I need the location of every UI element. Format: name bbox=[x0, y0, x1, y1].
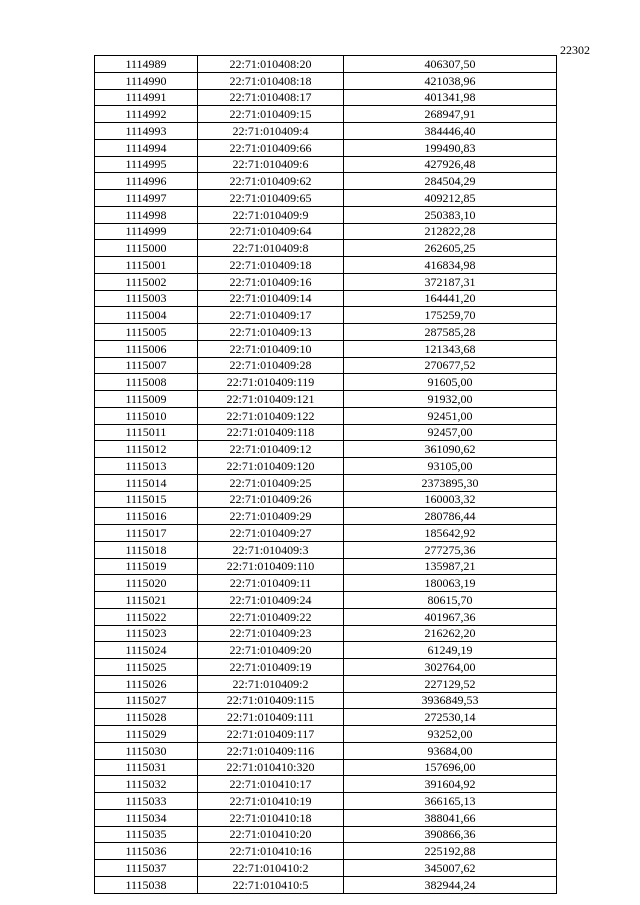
value-cell: 164441,20 bbox=[344, 290, 557, 307]
value-cell: 382944,24 bbox=[344, 876, 557, 893]
cadastral-number-cell: 22:71:010410:320 bbox=[198, 759, 344, 776]
table-row bbox=[95, 742, 557, 759]
cadastral-number-cell: 22:71:010409:20 bbox=[198, 642, 344, 659]
cadastral-number-cell: 22:71:010409:14 bbox=[198, 290, 344, 307]
table-row bbox=[95, 759, 557, 776]
value-cell: 401967,36 bbox=[344, 608, 557, 625]
record-number-cell: 1115015 bbox=[95, 491, 198, 508]
table-row bbox=[95, 843, 557, 860]
cadastral-number-cell: 22:71:010409:23 bbox=[198, 625, 344, 642]
page-number: 22302 bbox=[560, 43, 590, 57]
cadastral-number-cell: 22:71:010409:10 bbox=[198, 340, 344, 357]
cadastral-number-cell: 22:71:010410:2 bbox=[198, 860, 344, 877]
record-number-cell: 1115029 bbox=[95, 726, 198, 743]
value-cell: 160003,32 bbox=[344, 491, 557, 508]
record-number-cell: 1115010 bbox=[95, 407, 198, 424]
value-cell: 280786,44 bbox=[344, 508, 557, 525]
value-cell: 91932,00 bbox=[344, 391, 557, 408]
cadastral-number-cell: 22:71:010409:65 bbox=[198, 190, 344, 207]
record-number-cell: 1115026 bbox=[95, 675, 198, 692]
value-cell: 287585,28 bbox=[344, 324, 557, 341]
table-row bbox=[95, 675, 557, 692]
table-row bbox=[95, 123, 557, 140]
table-row bbox=[95, 324, 557, 341]
value-cell: 227129,52 bbox=[344, 675, 557, 692]
table-row bbox=[95, 776, 557, 793]
value-cell: 384446,40 bbox=[344, 123, 557, 140]
value-cell: 3936849,53 bbox=[344, 692, 557, 709]
table-row bbox=[95, 357, 557, 374]
table-row bbox=[95, 72, 557, 89]
value-cell: 421038,96 bbox=[344, 72, 557, 89]
cadastral-number-cell: 22:71:010409:4 bbox=[198, 123, 344, 140]
record-number-cell: 1114997 bbox=[95, 190, 198, 207]
registry-table bbox=[94, 55, 557, 894]
value-cell: 401341,98 bbox=[344, 89, 557, 106]
value-cell: 121343,68 bbox=[344, 340, 557, 357]
value-cell: 91605,00 bbox=[344, 374, 557, 391]
table-row bbox=[95, 541, 557, 558]
table-row bbox=[95, 575, 557, 592]
cadastral-number-cell: 22:71:010409:11 bbox=[198, 575, 344, 592]
cadastral-number-cell: 22:71:010409:115 bbox=[198, 692, 344, 709]
value-cell: 157696,00 bbox=[344, 759, 557, 776]
table-row bbox=[95, 223, 557, 240]
cadastral-number-cell: 22:71:010409:6 bbox=[198, 156, 344, 173]
record-number-cell: 1115038 bbox=[95, 876, 198, 893]
record-number-cell: 1114992 bbox=[95, 106, 198, 123]
value-cell: 427926,48 bbox=[344, 156, 557, 173]
table-row bbox=[95, 273, 557, 290]
table-row bbox=[95, 458, 557, 475]
value-cell: 372187,31 bbox=[344, 273, 557, 290]
record-number-cell: 1115018 bbox=[95, 541, 198, 558]
record-number-cell: 1115025 bbox=[95, 659, 198, 676]
record-number-cell: 1115013 bbox=[95, 458, 198, 475]
table-row bbox=[95, 592, 557, 609]
cadastral-number-cell: 22:71:010409:17 bbox=[198, 307, 344, 324]
cadastral-number-cell: 22:71:010410:5 bbox=[198, 876, 344, 893]
value-cell: 212822,28 bbox=[344, 223, 557, 240]
cadastral-number-cell: 22:71:010409:64 bbox=[198, 223, 344, 240]
table-row bbox=[95, 642, 557, 659]
table-row bbox=[95, 876, 557, 893]
record-number-cell: 1115024 bbox=[95, 642, 198, 659]
value-cell: 2373895,30 bbox=[344, 474, 557, 491]
cadastral-number-cell: 22:71:010409:8 bbox=[198, 240, 344, 257]
table-row bbox=[95, 206, 557, 223]
cadastral-number-cell: 22:71:010410:20 bbox=[198, 826, 344, 843]
cadastral-number-cell: 22:71:010409:9 bbox=[198, 206, 344, 223]
cadastral-number-cell: 22:71:010409:111 bbox=[198, 709, 344, 726]
cadastral-number-cell: 22:71:010409:24 bbox=[198, 592, 344, 609]
table-row bbox=[95, 659, 557, 676]
cadastral-number-cell: 22:71:010409:66 bbox=[198, 139, 344, 156]
cadastral-number-cell: 22:71:010409:110 bbox=[198, 558, 344, 575]
cadastral-number-cell: 22:71:010409:117 bbox=[198, 726, 344, 743]
registry-table-body bbox=[95, 56, 557, 894]
value-cell: 390866,36 bbox=[344, 826, 557, 843]
record-number-cell: 1114990 bbox=[95, 72, 198, 89]
cadastral-number-cell: 22:71:010410:17 bbox=[198, 776, 344, 793]
value-cell: 345007,62 bbox=[344, 860, 557, 877]
value-cell: 277275,36 bbox=[344, 541, 557, 558]
record-number-cell: 1115023 bbox=[95, 625, 198, 642]
record-number-cell: 1115007 bbox=[95, 357, 198, 374]
table-row bbox=[95, 508, 557, 525]
value-cell: 284504,29 bbox=[344, 173, 557, 190]
record-number-cell: 1114996 bbox=[95, 173, 198, 190]
cadastral-number-cell: 22:71:010409:119 bbox=[198, 374, 344, 391]
value-cell: 262605,25 bbox=[344, 240, 557, 257]
table-row bbox=[95, 240, 557, 257]
value-cell: 135987,21 bbox=[344, 558, 557, 575]
cadastral-number-cell: 22:71:010409:3 bbox=[198, 541, 344, 558]
value-cell: 199490,83 bbox=[344, 139, 557, 156]
table-row bbox=[95, 173, 557, 190]
value-cell: 366165,13 bbox=[344, 793, 557, 810]
record-number-cell: 1114989 bbox=[95, 56, 198, 73]
table-row bbox=[95, 106, 557, 123]
cadastral-number-cell: 22:71:010409:29 bbox=[198, 508, 344, 525]
table-row bbox=[95, 625, 557, 642]
record-number-cell: 1115008 bbox=[95, 374, 198, 391]
record-number-cell: 1115020 bbox=[95, 575, 198, 592]
value-cell: 61249,19 bbox=[344, 642, 557, 659]
value-cell: 93252,00 bbox=[344, 726, 557, 743]
record-number-cell: 1114994 bbox=[95, 139, 198, 156]
record-number-cell: 1114998 bbox=[95, 206, 198, 223]
record-number-cell: 1114993 bbox=[95, 123, 198, 140]
record-number-cell: 1115011 bbox=[95, 424, 198, 441]
cadastral-number-cell: 22:71:010409:22 bbox=[198, 608, 344, 625]
record-number-cell: 1115037 bbox=[95, 860, 198, 877]
value-cell: 391604,92 bbox=[344, 776, 557, 793]
table-row bbox=[95, 709, 557, 726]
value-cell: 388041,66 bbox=[344, 809, 557, 826]
record-number-cell: 1115006 bbox=[95, 340, 198, 357]
cadastral-number-cell: 22:71:010409:2 bbox=[198, 675, 344, 692]
table-row bbox=[95, 424, 557, 441]
value-cell: 250383,10 bbox=[344, 206, 557, 223]
record-number-cell: 1115016 bbox=[95, 508, 198, 525]
table-row bbox=[95, 826, 557, 843]
cadastral-number-cell: 22:71:010409:19 bbox=[198, 659, 344, 676]
table-row bbox=[95, 89, 557, 106]
value-cell: 361090,62 bbox=[344, 441, 557, 458]
table-row bbox=[95, 474, 557, 491]
cadastral-number-cell: 22:71:010409:118 bbox=[198, 424, 344, 441]
cadastral-number-cell: 22:71:010409:18 bbox=[198, 257, 344, 274]
record-number-cell: 1115031 bbox=[95, 759, 198, 776]
record-number-cell: 1115017 bbox=[95, 525, 198, 542]
table-row bbox=[95, 860, 557, 877]
cadastral-number-cell: 22:71:010409:62 bbox=[198, 173, 344, 190]
table-row bbox=[95, 793, 557, 810]
record-number-cell: 1114991 bbox=[95, 89, 198, 106]
record-number-cell: 1115033 bbox=[95, 793, 198, 810]
table-row bbox=[95, 608, 557, 625]
value-cell: 175259,70 bbox=[344, 307, 557, 324]
record-number-cell: 1115012 bbox=[95, 441, 198, 458]
cadastral-number-cell: 22:71:010409:120 bbox=[198, 458, 344, 475]
value-cell: 406307,50 bbox=[344, 56, 557, 73]
cadastral-number-cell: 22:71:010409:122 bbox=[198, 407, 344, 424]
table-row bbox=[95, 56, 557, 73]
cadastral-number-cell: 22:71:010409:25 bbox=[198, 474, 344, 491]
cadastral-number-cell: 22:71:010410:19 bbox=[198, 793, 344, 810]
table-row bbox=[95, 692, 557, 709]
table-row bbox=[95, 257, 557, 274]
value-cell: 225192,88 bbox=[344, 843, 557, 860]
record-number-cell: 1115002 bbox=[95, 273, 198, 290]
table-row bbox=[95, 290, 557, 307]
record-number-cell: 1115034 bbox=[95, 809, 198, 826]
record-number-cell: 1115035 bbox=[95, 826, 198, 843]
cadastral-number-cell: 22:71:010409:13 bbox=[198, 324, 344, 341]
cadastral-number-cell: 22:71:010409:15 bbox=[198, 106, 344, 123]
record-number-cell: 1114995 bbox=[95, 156, 198, 173]
table-row bbox=[95, 307, 557, 324]
table-row bbox=[95, 340, 557, 357]
value-cell: 216262,20 bbox=[344, 625, 557, 642]
value-cell: 92457,00 bbox=[344, 424, 557, 441]
table-row bbox=[95, 391, 557, 408]
record-number-cell: 1115027 bbox=[95, 692, 198, 709]
record-number-cell: 1115009 bbox=[95, 391, 198, 408]
table-row bbox=[95, 190, 557, 207]
record-number-cell: 1115021 bbox=[95, 592, 198, 609]
table-row bbox=[95, 525, 557, 542]
table-row bbox=[95, 156, 557, 173]
cadastral-number-cell: 22:71:010409:26 bbox=[198, 491, 344, 508]
value-cell: 80615,70 bbox=[344, 592, 557, 609]
value-cell: 268947,91 bbox=[344, 106, 557, 123]
cadastral-number-cell: 22:71:010409:12 bbox=[198, 441, 344, 458]
table-row bbox=[95, 139, 557, 156]
value-cell: 93105,00 bbox=[344, 458, 557, 475]
value-cell: 270677,52 bbox=[344, 357, 557, 374]
cadastral-number-cell: 22:71:010410:16 bbox=[198, 843, 344, 860]
table-row bbox=[95, 558, 557, 575]
table-row bbox=[95, 407, 557, 424]
table-row bbox=[95, 491, 557, 508]
value-cell: 180063,19 bbox=[344, 575, 557, 592]
record-number-cell: 1115028 bbox=[95, 709, 198, 726]
cadastral-number-cell: 22:71:010409:27 bbox=[198, 525, 344, 542]
table-row bbox=[95, 809, 557, 826]
table-row bbox=[95, 441, 557, 458]
cadastral-number-cell: 22:71:010408:18 bbox=[198, 72, 344, 89]
value-cell: 185642,92 bbox=[344, 525, 557, 542]
cadastral-number-cell: 22:71:010408:17 bbox=[198, 89, 344, 106]
value-cell: 416834,98 bbox=[344, 257, 557, 274]
record-number-cell: 1115005 bbox=[95, 324, 198, 341]
value-cell: 92451,00 bbox=[344, 407, 557, 424]
record-number-cell: 1115000 bbox=[95, 240, 198, 257]
record-number-cell: 1115022 bbox=[95, 608, 198, 625]
record-number-cell: 1114999 bbox=[95, 223, 198, 240]
table-row bbox=[95, 726, 557, 743]
value-cell: 409212,85 bbox=[344, 190, 557, 207]
cadastral-number-cell: 22:71:010409:16 bbox=[198, 273, 344, 290]
record-number-cell: 1115014 bbox=[95, 474, 198, 491]
value-cell: 272530,14 bbox=[344, 709, 557, 726]
cadastral-number-cell: 22:71:010410:18 bbox=[198, 809, 344, 826]
record-number-cell: 1115003 bbox=[95, 290, 198, 307]
value-cell: 302764,00 bbox=[344, 659, 557, 676]
record-number-cell: 1115001 bbox=[95, 257, 198, 274]
cadastral-number-cell: 22:71:010408:20 bbox=[198, 56, 344, 73]
cadastral-number-cell: 22:71:010409:121 bbox=[198, 391, 344, 408]
record-number-cell: 1115032 bbox=[95, 776, 198, 793]
value-cell: 93684,00 bbox=[344, 742, 557, 759]
record-number-cell: 1115030 bbox=[95, 742, 198, 759]
record-number-cell: 1115004 bbox=[95, 307, 198, 324]
record-number-cell: 1115019 bbox=[95, 558, 198, 575]
cadastral-number-cell: 22:71:010409:116 bbox=[198, 742, 344, 759]
table-row bbox=[95, 374, 557, 391]
record-number-cell: 1115036 bbox=[95, 843, 198, 860]
cadastral-number-cell: 22:71:010409:28 bbox=[198, 357, 344, 374]
